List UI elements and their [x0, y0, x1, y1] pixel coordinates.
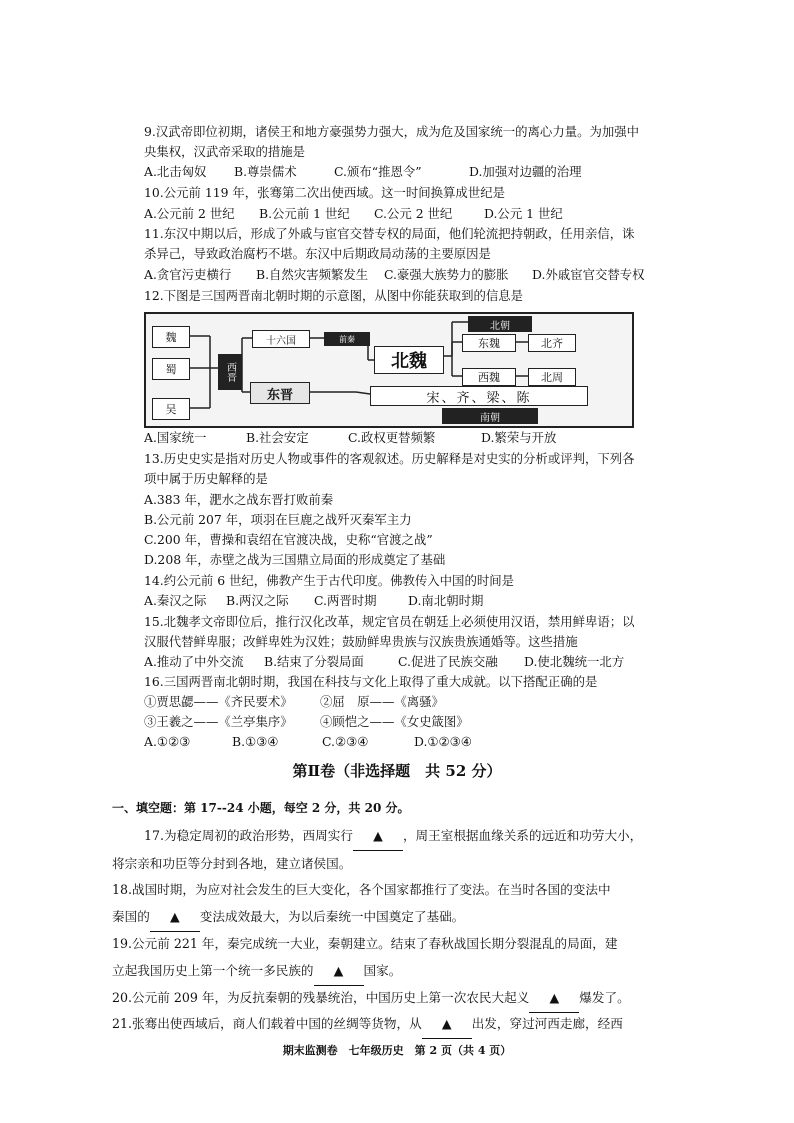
q18-blank: ▲	[150, 903, 200, 932]
q11-options	[144, 265, 664, 285]
q12-option-a: A.国家统一	[144, 430, 207, 445]
q11-option-c: C.豪强大族势力的膨胀	[384, 267, 509, 282]
q17-pre: 17.为稳定周初的政治形势，西周实行	[144, 828, 353, 843]
q13-line2: 项中属于历史解释的是	[144, 471, 268, 486]
q12-diagram	[144, 312, 634, 428]
diagram-shu: 蜀	[152, 358, 190, 380]
q9-option-b: B.尊崇儒术	[234, 164, 297, 179]
diagram-xiwei: 西魏	[462, 368, 516, 386]
q11-line2: 杀异己，导致政治腐朽不堪。东汉中后期政局动荡的主要原因是	[144, 246, 491, 261]
diagram-wu: 吴	[152, 398, 190, 420]
q21-line	[112, 1010, 672, 1039]
q14-line1: 14.约公元前 6 世纪，佛教产生于古代印度。佛教传入中国的时间是	[144, 573, 515, 588]
q16-match-2: ②屈 原——《离骚》	[320, 694, 444, 709]
q18-post: 变法成效最大，为以后秦统一中国奠定了基础。	[199, 909, 465, 924]
q13-option-c: C.200 年，曹操和袁绍在官渡决战，史称“官渡之战”	[144, 532, 433, 547]
q16-option-c: C.②③④	[322, 734, 369, 749]
q11-option-d: D.外戚宦官交替专权	[532, 267, 645, 282]
q20-pre: 20.公元前 209 年，为反抗秦朝的残暴统治，中国历史上第一次农民大起义	[112, 990, 530, 1005]
q16-match-4: ④顾恺之——《女史箴图》	[320, 714, 469, 729]
q18-line2	[112, 903, 672, 932]
q19-line1: 19.公元前 221 年，秦完成统一大业，秦朝建立。结束了春秋战国长期分裂混乱的局面，建	[112, 936, 618, 951]
diagram-shiliuguo: 十六国	[252, 330, 310, 348]
q12-option-c: C.政权更替频繁	[348, 430, 436, 445]
q19-blank: ▲	[314, 957, 364, 986]
q10-option-a: A.公元前 2 世纪	[144, 206, 235, 221]
q20-post: 爆发了。	[579, 990, 630, 1005]
q16-match-3: ③王羲之——《兰亭集序》	[144, 714, 293, 729]
q14-options	[144, 591, 664, 611]
q11-line1: 11.东汉中期以后，形成了外戚与宦官交替专权的局面，他们轮流把持朝政，任用亲信，诛	[144, 226, 635, 241]
diagram-dongwei: 东魏	[462, 334, 516, 352]
q13-option-a: A.383 年，淝水之战东晋打败前秦	[144, 492, 334, 507]
diagram-nanchao: 南朝	[442, 408, 538, 424]
q17-line1	[144, 822, 704, 851]
diagram-qianqin: 前秦	[324, 332, 370, 346]
q15-option-d: D.使北魏统一北方	[524, 654, 625, 669]
q9-line1: 9.汉武帝即位初期，诸侯王和地方豪强势力强大，成为危及国家统一的离心力量。为加强中	[144, 124, 640, 139]
q15-option-b: B.结束了分裂局面	[264, 654, 364, 669]
q16-match-row1	[144, 692, 664, 712]
q15-option-a: A.推动了中外交流	[144, 654, 244, 669]
q19-pre: 立起我国历史上第一个统一多民族的	[112, 963, 314, 978]
diagram-beizhou: 北周	[528, 368, 576, 386]
q14-option-b: B.两汉之际	[226, 593, 289, 608]
q13-line1: 13.历史史实是指对历史人物或事件的客观叙述。历史解释是对史实的分析或评判，下列各	[144, 451, 635, 466]
q15-line2: 汉服代替鲜卑服；改鲜卑姓为汉姓；鼓励鲜卑贵族与汉族贵族通婚等。这些措施	[144, 634, 578, 649]
q15-option-c: C.促进了民族交融	[398, 654, 498, 669]
q12-option-b: B.社会安定	[246, 430, 309, 445]
diagram-dongjin: 东晋	[250, 382, 310, 404]
q10-option-c: C.公元 2 世纪	[374, 206, 453, 221]
q18-pre: 秦国的	[112, 909, 150, 924]
q12-option-d: D.繁荣与开放	[481, 430, 557, 445]
q11-option-a: A.贪官污吏横行	[144, 267, 232, 282]
q17-blank: ▲	[353, 822, 403, 851]
q20-line	[112, 984, 672, 1013]
fill-header: 一、填空题：第 17--24 小题，每空 2 分，共 20 分。	[112, 801, 410, 815]
q12-line1: 12.下图是三国两晋南北朝时期的示意图，从图中你能获取到的信息是	[144, 288, 524, 303]
diagram-xijin: 西晋	[218, 354, 242, 390]
q10-line1: 10.公元前 119 年，张骞第二次出使西域。这一时间换算成世纪是	[144, 185, 505, 200]
diagram-wei: 魏	[152, 326, 190, 348]
q20-blank: ▲	[529, 984, 579, 1013]
q19-post: 国家。	[363, 963, 402, 978]
page-footer: 期末监测卷 七年级历史 第 2 页（共 4 页）	[282, 1044, 512, 1057]
q9-option-a: A.北击匈奴	[144, 164, 207, 179]
diagram-beichao: 北朝	[468, 316, 532, 332]
q10-options	[144, 204, 664, 224]
q21-pre: 21.张骞出使西域后，商人们载着中国的丝绸等货物，从	[112, 1016, 422, 1031]
q16-match-row2	[144, 712, 664, 732]
q16-line1: 16.三国两晋南北朝时期，我国在科技与文化上取得了重大成就。以下搭配正确的是	[144, 674, 598, 689]
q9-line2: 央集权，汉武帝采取的措施是	[144, 144, 306, 159]
q16-option-b: B.①③④	[232, 734, 279, 749]
q9-option-d: D.加强对边疆的治理	[469, 164, 582, 179]
q17-line2: 将宗亲和功臣等分封到各地，建立诸侯国。	[112, 856, 352, 871]
section-title: 第Ⅱ卷（非选择题 共 52 分）	[292, 762, 502, 780]
q18-line1: 18.战国时期，为应对社会发生的巨大变化，各个国家都推行了变法。在当时各国的变法中	[112, 882, 611, 897]
q13-option-d: D.208 年，赤壁之战为三国鼎立局面的形成奠定了基础	[144, 552, 446, 567]
q16-options	[144, 732, 664, 752]
q12-options	[144, 428, 664, 448]
diagram-beiqi: 北齐	[528, 334, 576, 352]
q21-post: 出发，穿过河西走廊，经西	[471, 1016, 623, 1031]
diagram-songqiliangchen: 宋、齐、梁、陈	[370, 386, 588, 406]
q11-option-b: B.自然灾害频繁发生	[256, 267, 369, 282]
q9-option-c: C.颁布“推恩令”	[334, 164, 422, 179]
q9-options	[144, 162, 664, 182]
q10-option-d: D.公元 1 世纪	[484, 206, 563, 221]
q15-options	[144, 652, 664, 672]
q14-option-a: A.秦汉之际	[144, 593, 207, 608]
diagram-beiwei: 北魏	[374, 346, 444, 374]
q14-option-d: D.南北朝时期	[408, 593, 484, 608]
q13-option-b: B.公元前 207 年，项羽在巨鹿之战歼灭秦军主力	[144, 512, 412, 527]
q16-match-1: ①贾思勰——《齐民要术》	[144, 694, 293, 709]
q15-line1: 15.北魏孝文帝即位后，推行汉化改革，规定官员在朝廷上必须使用汉语，禁用鲜卑语；以	[144, 614, 635, 629]
q16-option-d: D.①②③④	[414, 734, 472, 749]
q21-blank: ▲	[422, 1010, 472, 1039]
q14-option-c: C.两晋时期	[314, 593, 377, 608]
q16-option-a: A.①②③	[144, 734, 191, 749]
q10-option-b: B.公元前 1 世纪	[259, 206, 350, 221]
q19-line2	[112, 957, 672, 986]
q17-post: ，周王室根据血缘关系的远近和功劳大小，	[402, 828, 643, 843]
